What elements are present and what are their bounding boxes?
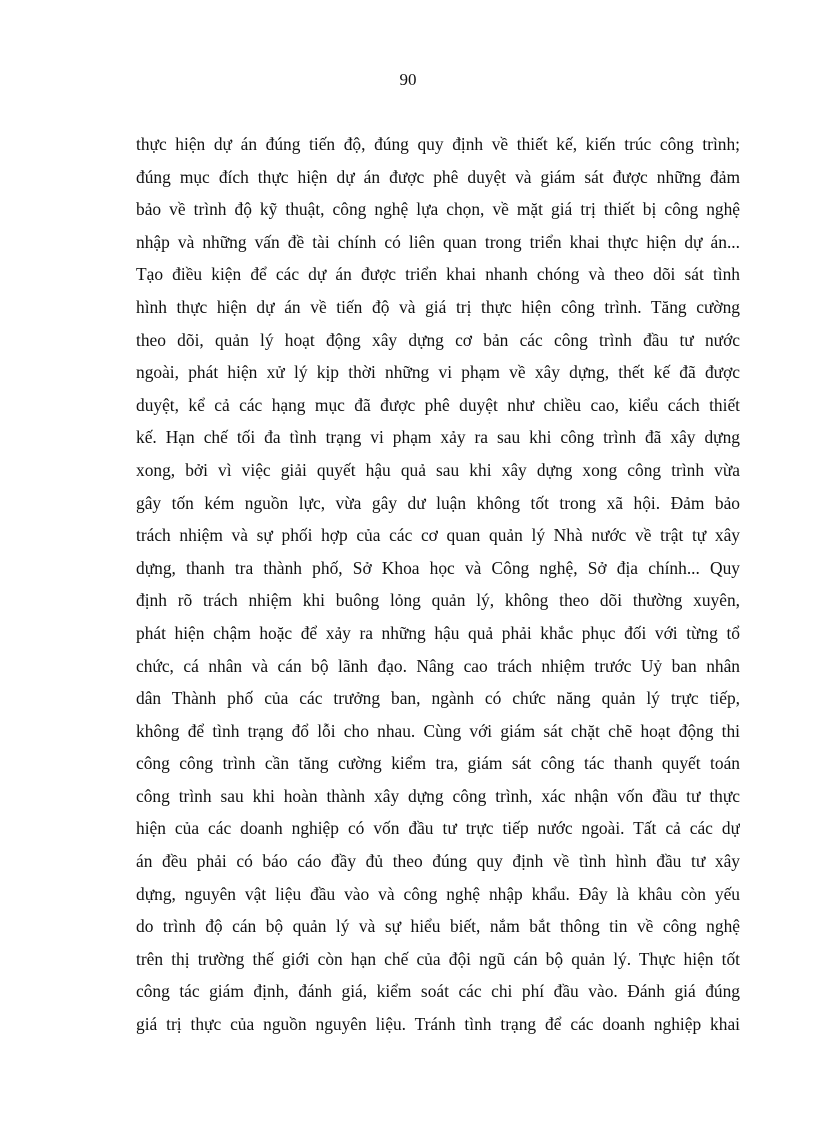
text-line: ngoài, phát hiện xử lý kịp thời những vi phạm về xây dựng, thết kế đã được [136, 362, 740, 383]
text-line: dựng, thanh tra thành phố, Sở Khoa học và Công nghệ, Sở địa chính... Quy [136, 557, 740, 578]
text-line: hình thực hiện dự án về tiến độ và giá trị thực hiện công trình. Tăng cường [136, 296, 740, 317]
text-line: công trình sau khi hoàn thành xây dựng công trình, xác nhận vốn đầu tư thực [136, 785, 740, 806]
text-line: giá trị thực của nguồn nguyên liệu. Tránh tình trạng để các doanh nghiệp khai [136, 1014, 740, 1035]
text-line: theo dõi, quản lý hoạt động xây dựng cơ bản các công trình đầu tư nước [136, 329, 740, 350]
text-line: duyệt, kể cả các hạng mục đã được phê duyệt như chiều cao, kiểu cách thiết [136, 394, 740, 415]
text-line: không để tình trạng đổ lỗi cho nhau. Cùng với giám sát chặt chẽ hoạt động thi [136, 720, 740, 741]
text-line: do trình độ cán bộ quản lý và sự hiểu biết, nắm bắt thông tin về công nghệ [136, 916, 740, 937]
text-line: trách nhiệm và sự phối hợp của các cơ quan quản lý Nhà nước về trật tự xây [136, 525, 740, 546]
page-number: 90 [399, 70, 417, 89]
text-line: Tạo điều kiện để các dự án được triển khai nhanh chóng và theo dõi sát tình [136, 264, 740, 285]
text-line: dựng, nguyên vật liệu đầu vào và công nghệ nhập khẩu. Đây là khâu còn yếu [136, 883, 740, 904]
text-line: án đều phải có báo cáo đầy đủ theo đúng quy định về tình hình đầu tư xây [136, 851, 740, 872]
text-line: gây tốn kém nguồn lực, vừa gây dư luận không tốt trong xã hội. Đảm bảo [136, 492, 740, 513]
text-line: công công trình cần tăng cường kiểm tra, giám sát công tác thanh quyết toán [136, 753, 740, 774]
body-text [136, 128, 740, 1041]
text-line: xong, bởi vì việc giải quyết hậu quả sau khi xây dựng xong công trình vừa [136, 459, 740, 480]
text-line: thực hiện dự án đúng tiến độ, đúng quy định về thiết kế, kiến trúc công trình; [136, 134, 740, 154]
text-line: nhập và những vấn đề tài chính có liên quan trong triển khai thực hiện dự án... [136, 231, 740, 252]
text-line: hiện của các doanh nghiệp có vốn đầu tư trực tiếp nước ngoài. Tất cả các dự [136, 818, 740, 839]
text-line: công tác giám định, đánh giá, kiểm soát các chi phí đầu vào. Đánh giá đúng [136, 981, 740, 1002]
text-line: phát hiện chậm hoặc để xảy ra những hậu quả phải khắc phục đối với từng tổ [136, 622, 740, 643]
text-line: đúng mục đích thực hiện dự án được phê duyệt và giám sát được những đảm [136, 166, 740, 187]
text-line: định rõ trách nhiệm khi buông lỏng quản lý, không theo dõi thường xuyên, [136, 590, 740, 611]
text-line: trên thị trường thế giới còn hạn chế của đội ngũ cán bộ quản lý. Thực hiện tốt [136, 948, 740, 969]
text-line: bảo về trình độ kỹ thuật, công nghệ lựa chọn, về mặt giá trị thiết bị công nghệ [136, 199, 740, 220]
text-line: dân Thành phố của các trưởng ban, ngành có chức năng quản lý trực tiếp, [136, 688, 740, 709]
text-line: kế. Hạn chế tối đa tình trạng vi phạm xảy ra sau khi công trình đã xây dựng [136, 427, 740, 448]
text-line: chức, cá nhân và cán bộ lãnh đạo. Nâng cao trách nhiệm trước Uỷ ban nhân [136, 655, 740, 676]
